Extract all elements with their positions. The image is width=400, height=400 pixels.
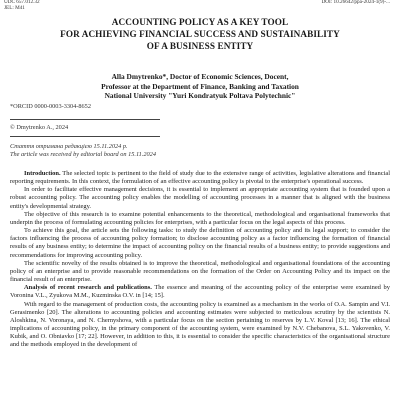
title-line: FOR ACHIEVING FINANCIAL SUCCESS AND SUSTAINABILITY <box>60 29 340 39</box>
paragraph-text: The essence and meaning of the accounting policy of the enterprise were examined by Voronina V.L., Zyukova M.M., Kuzminska O.V. in [14; 15]. <box>10 284 390 300</box>
author-block <box>30 72 370 101</box>
article-title <box>40 16 360 52</box>
copyright-note: © Dmytrenko A., 2024 <box>10 124 69 131</box>
section-label: Introduction. <box>24 170 61 177</box>
author-name-line: Alla Dmytrenko*, Doctor of Economic Sciences, Docent, <box>111 72 289 81</box>
doi-code: DOI: 10.26642/ppa-2024-1(9)-... <box>321 0 390 5</box>
title-line: ACCOUNTING POLICY AS A KEY TOOL <box>111 17 289 27</box>
divider <box>10 136 160 137</box>
author-position-line: Professor at the Department of Finance, Banking and Taxation <box>101 81 299 91</box>
jel-code: JEL: M41 <box>4 5 25 11</box>
paragraph: To achieve this goal, the article sets the following tasks: to study the definition of accounting policy and its legal support; to consider the factors influencing the process of accounting policy formation; to disclose accounting policy as a factor influencing the formation of financial results of any business entity; to determine the impact of accounting policy on the financial results of a business entity; to provide suggestions and recommendations for improving accounting policy. <box>10 227 390 259</box>
received-note-ukr: Стаття отримана редакцією 15.11.2024 р. <box>10 143 128 150</box>
section-label: Analysis of recent research and publications. <box>24 284 152 292</box>
paragraph-text: The selected topic is pertinent to the field of study due to the extensive range of activities, legislative alterations and financial reporting requirements. In this context, the formulation of an effective accounting policy is pivotal to the enterprise's operational success. <box>10 170 390 186</box>
paragraph: In order to facilitate effective management decisions, it is essential to implement an appropriate accounting system that is founded upon a robust accounting policy. The accounting policy enables the modelling of accounting processes in a manner that is aligned with the business entity's developmental strategy. <box>10 186 390 210</box>
divider <box>10 119 160 120</box>
orcid-note: *ORCID 0000-0003-3304-8652 <box>10 103 91 110</box>
udc-code: UDC 657.012.32 <box>4 0 40 5</box>
article-body <box>10 170 390 349</box>
paragraph: The objective of this research is to examine potential enhancements to the theoretical, methodological and organisational frameworks that underpin the process of formulating accounting policies for enterprises, with a particular focus on the legal aspects of this process. <box>10 210 390 226</box>
title-line: OF A BUSINESS ENTITY <box>146 41 254 51</box>
paragraph: The scientific novelty of the results obtained is to improve the theoretical, methodological and organisational foundations of the accounting policy of an enterprise and to provide reasonable recommendations on the formation of the Order on Accounting Policy and its impact on the financial result of an enterprise. <box>10 259 390 284</box>
paragraph-analysis <box>10 284 390 300</box>
received-note-eng: The article was received by editorial board on 15.11.2024 <box>10 151 156 158</box>
paragraph-introduction <box>10 170 390 186</box>
paragraph: With regard to the management of production costs, the accounting policy is examined as a mechanism in the works of O.A. Sampin and V.I. Gerasimenko [20]. The alterations to accounting policies and accounting estimates were subjected to meticulous scrutiny by the scientists N. Aloshkina, N. Voronaya, and N. Chernyshova, with a particular focus on the section pertaining to reserves by L.V. Koval [13; 16]. The ethical implications of accounting policy, in the primary component of the accounting system, were examined by N.V. Chebanova, S.L. Yakovenko, V. Kubik, and O. Obniavko [17; 22]. However, in addition to this, it is essential to consider the specific characteristics of the organisational structure and the methods employed in the development of <box>10 300 390 349</box>
author-affiliation-line: National University "Yuri Kondratyuk Poltava Polytechnic" <box>104 91 296 101</box>
